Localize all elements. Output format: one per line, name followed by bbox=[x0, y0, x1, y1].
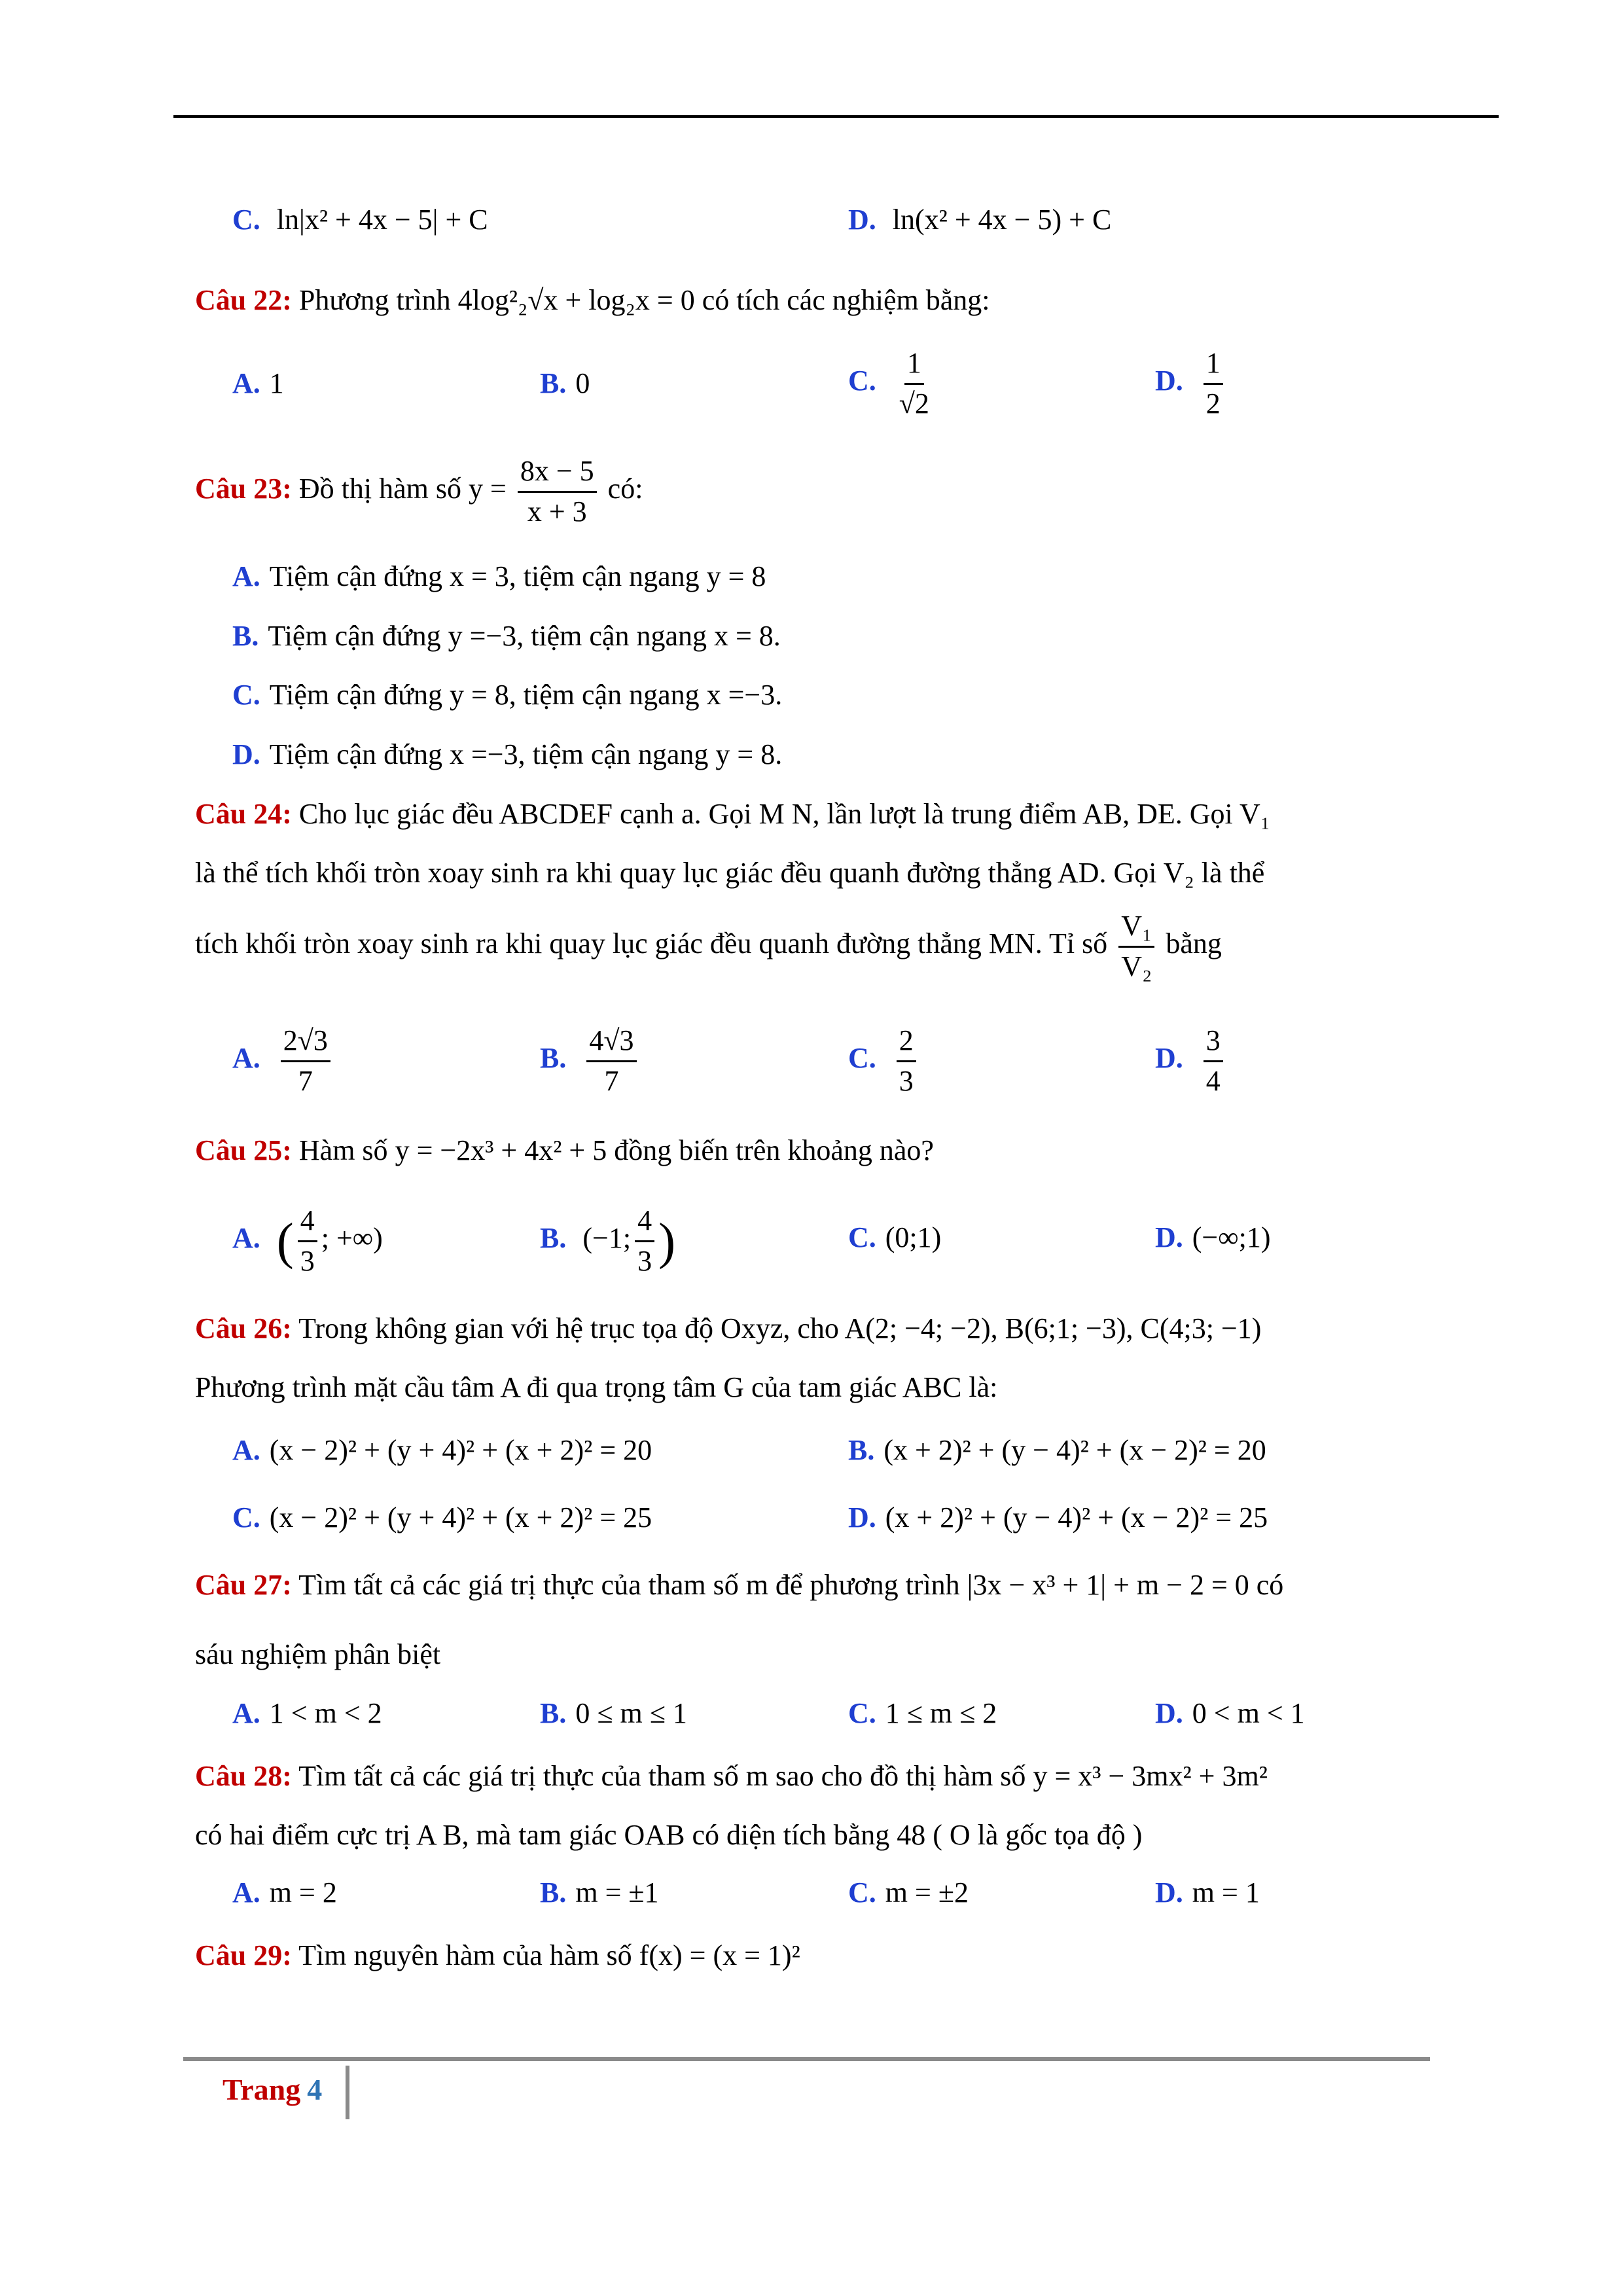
question-equation: |3x − x³ + 1| + m − 2 = 0 bbox=[967, 1569, 1249, 1601]
page-label: Trang bbox=[223, 2073, 301, 2106]
option-text: m = ±2 bbox=[885, 1876, 969, 1909]
q25-option-b bbox=[540, 1204, 675, 1278]
question-equation: f(x) = (x = 1)² bbox=[639, 1939, 800, 1971]
question-text: Tìm tất cả các giá trị thực của tham số m để phương trình bbox=[298, 1569, 960, 1601]
interval-start: (−1; bbox=[582, 1222, 632, 1255]
fraction-denominator: 4 bbox=[1205, 1064, 1221, 1097]
fraction-denominator: 3 bbox=[637, 1244, 652, 1277]
q23-option-d bbox=[232, 738, 782, 772]
fraction-numerator: 4 bbox=[298, 1204, 317, 1242]
fraction bbox=[281, 1024, 330, 1098]
option-label: A. bbox=[232, 560, 260, 592]
question-equation: y = x³ − 3mx² + 3m² bbox=[1033, 1760, 1268, 1792]
q21-option-d bbox=[848, 203, 1111, 238]
question-text: Phương trình bbox=[298, 284, 451, 316]
question-text: tích khối tròn xoay sinh ra khi quay lục giác đều quanh đường thẳng MN. Tỉ số bbox=[195, 927, 1108, 960]
option-text: 0 bbox=[575, 367, 590, 399]
question-text: Đồ thị hàm số bbox=[298, 473, 462, 505]
q23-option-a bbox=[232, 560, 766, 594]
option-text: m = 2 bbox=[269, 1876, 337, 1909]
option-text: ln(x² + 4x − 5) + C bbox=[892, 204, 1112, 236]
question-label: Câu 26: bbox=[195, 1312, 292, 1344]
q28-option-a bbox=[232, 1876, 337, 1910]
fraction-denominator: 3 bbox=[899, 1064, 914, 1097]
question-equation: 4log²₂√x + log₂x = 0 bbox=[457, 284, 695, 316]
q26-option-b bbox=[848, 1433, 1266, 1468]
fraction-denominator: V₂ bbox=[1121, 950, 1152, 982]
q28-option-b bbox=[540, 1876, 659, 1910]
question-text: Phương trình mặt cầu tâm A đi qua trọng tâm G của tam giác ABC là: bbox=[195, 1371, 998, 1403]
question-label: Câu 23: bbox=[195, 473, 292, 505]
fraction-denominator: √2 bbox=[899, 387, 929, 420]
fraction bbox=[1204, 1024, 1223, 1098]
option-label: D. bbox=[848, 204, 876, 236]
fraction bbox=[518, 455, 597, 528]
q28-option-d bbox=[1155, 1876, 1260, 1910]
option-text: (−∞;1) bbox=[1192, 1221, 1271, 1253]
option-label: C. bbox=[232, 1501, 260, 1534]
option-label: B. bbox=[540, 1222, 567, 1255]
option-label: D. bbox=[1155, 1221, 1183, 1253]
option-label: A. bbox=[232, 1222, 260, 1255]
q21-option-c bbox=[232, 203, 488, 238]
option-text: 1 ≤ m ≤ 2 bbox=[885, 1697, 997, 1729]
q25-stem bbox=[195, 1134, 934, 1168]
fraction-numerator: 2√3 bbox=[281, 1024, 330, 1062]
page-footer bbox=[223, 2072, 322, 2107]
question-text: có hai điểm cực trị A B, mà tam giác OAB có diện tích bằng 48 ( O là gốc tọa độ ) bbox=[195, 1819, 1143, 1851]
fraction-denominator: 7 bbox=[604, 1064, 619, 1097]
option-label: A. bbox=[232, 1042, 260, 1075]
fraction bbox=[897, 1024, 916, 1098]
q24-stem-line3 bbox=[195, 910, 1222, 983]
option-label: D. bbox=[848, 1501, 876, 1534]
q29-stem bbox=[195, 1939, 800, 1973]
question-text-end: bằng bbox=[1166, 927, 1222, 960]
option-label: C. bbox=[848, 1876, 876, 1909]
footer-rule bbox=[183, 2057, 1430, 2061]
question-text: Hàm số bbox=[298, 1134, 388, 1166]
question-text-end: có bbox=[1256, 1569, 1284, 1601]
option-label: B. bbox=[540, 1042, 567, 1075]
question-label: Câu 25: bbox=[195, 1134, 292, 1166]
q24-option-b bbox=[540, 1024, 641, 1098]
question-text: Cho lục giác đều ABCDEF cạnh a. Gọi M N, lần lượt là trung điểm AB, DE. Gọi V₁ bbox=[298, 798, 1271, 830]
q22-option-d bbox=[1155, 347, 1227, 420]
q22-option-a bbox=[232, 367, 284, 401]
option-text: Tiệm cận đứng x = 3, tiệm cận ngang y = 8 bbox=[269, 560, 766, 592]
q25-option-c bbox=[848, 1221, 941, 1255]
option-label: D. bbox=[1155, 365, 1183, 397]
question-equation: y = −2x³ + 4x² + 5 bbox=[395, 1134, 607, 1166]
option-text: (x + 2)² + (y − 4)² + (x − 2)² = 20 bbox=[883, 1434, 1266, 1466]
option-label: A. bbox=[232, 1876, 260, 1909]
q22-stem bbox=[195, 283, 990, 318]
left-paren: ( bbox=[276, 1212, 294, 1270]
interval-rest: ; +∞) bbox=[321, 1222, 383, 1255]
footer-divider bbox=[346, 2066, 349, 2119]
question-text: sáu nghiệm phân biệt bbox=[195, 1638, 441, 1670]
q26-stem-line2 bbox=[195, 1371, 997, 1405]
fraction bbox=[298, 1204, 317, 1278]
q25-option-a bbox=[232, 1204, 383, 1278]
q27-stem-line2 bbox=[195, 1638, 440, 1672]
option-text: m = ±1 bbox=[575, 1876, 659, 1909]
option-label: D. bbox=[1155, 1697, 1183, 1729]
question-label: Câu 22: bbox=[195, 284, 292, 316]
option-label: C. bbox=[848, 1697, 876, 1729]
option-label: C. bbox=[232, 679, 260, 711]
option-label: C. bbox=[848, 365, 876, 397]
option-text: Tiệm cận đứng x =−3, tiệm cận ngang y = 8. bbox=[269, 738, 783, 770]
q24-stem-line2 bbox=[195, 856, 1264, 891]
option-label: A. bbox=[232, 367, 260, 399]
q28-option-c bbox=[848, 1876, 969, 1910]
question-text-end: có: bbox=[607, 473, 643, 505]
page-number: 4 bbox=[307, 2073, 323, 2106]
option-label: C. bbox=[848, 1221, 876, 1253]
question-label: Câu 27: bbox=[195, 1569, 292, 1601]
fraction bbox=[586, 1024, 636, 1098]
fraction-numerator: 2 bbox=[897, 1024, 916, 1062]
q27-option-d bbox=[1155, 1696, 1305, 1731]
fraction-denominator: 7 bbox=[298, 1064, 313, 1097]
fraction-denominator: 2 bbox=[1205, 387, 1221, 420]
option-text: 1 < m < 2 bbox=[269, 1697, 382, 1729]
q26-option-d bbox=[848, 1501, 1268, 1535]
option-text: Tiệm cận đứng y =−3, tiệm cận ngang x = 8. bbox=[268, 620, 781, 652]
q27-option-c bbox=[848, 1696, 997, 1731]
fraction-numerator: 8x − 5 bbox=[518, 455, 597, 493]
fraction-numerator: 4 bbox=[635, 1204, 654, 1242]
option-text: (0;1) bbox=[885, 1221, 942, 1253]
q22-option-b bbox=[540, 367, 590, 401]
q26-option-a bbox=[232, 1433, 652, 1468]
question-text-end: đồng biến trên khoảng nào? bbox=[614, 1134, 934, 1166]
fraction-numerator: 4√3 bbox=[586, 1024, 636, 1062]
option-label: D. bbox=[232, 738, 260, 770]
option-text: 0 ≤ m ≤ 1 bbox=[575, 1697, 687, 1729]
fraction bbox=[635, 1204, 654, 1278]
question-label: Câu 24: bbox=[195, 798, 292, 830]
q24-option-a bbox=[232, 1024, 334, 1098]
q27-option-a bbox=[232, 1696, 382, 1731]
option-label: B. bbox=[232, 620, 259, 652]
q26-option-c bbox=[232, 1501, 652, 1535]
question-label: Câu 29: bbox=[195, 1939, 292, 1971]
q24-option-c bbox=[848, 1024, 920, 1098]
option-label: B. bbox=[540, 1697, 567, 1729]
q27-option-b bbox=[540, 1696, 687, 1731]
fraction-numerator: 3 bbox=[1204, 1024, 1223, 1062]
fraction bbox=[1118, 910, 1154, 983]
fraction bbox=[1204, 347, 1223, 420]
option-text: 0 < m < 1 bbox=[1192, 1697, 1305, 1729]
q25-option-d bbox=[1155, 1221, 1271, 1255]
option-text: (x − 2)² + (y + 4)² + (x + 2)² = 20 bbox=[269, 1434, 652, 1466]
option-text: 1 bbox=[269, 367, 284, 399]
fraction-numerator: V₁ bbox=[1118, 910, 1154, 948]
fraction-numerator: 1 bbox=[904, 347, 924, 385]
fraction bbox=[897, 347, 932, 420]
q26-stem-line1 bbox=[195, 1312, 1261, 1346]
q23-stem bbox=[195, 455, 643, 528]
option-label: D. bbox=[1155, 1042, 1183, 1075]
option-label: A. bbox=[232, 1697, 260, 1729]
header-rule bbox=[173, 115, 1499, 118]
question-text-end: có tích các nghiệm bằng: bbox=[702, 284, 990, 316]
option-text: ln|x² + 4x − 5| + C bbox=[276, 204, 488, 236]
option-label: B. bbox=[540, 1876, 567, 1909]
fraction-numerator: 1 bbox=[1204, 347, 1223, 385]
option-text: m = 1 bbox=[1192, 1876, 1260, 1909]
q23-option-b bbox=[232, 619, 781, 654]
q23-option-c bbox=[232, 678, 782, 713]
option-text: Tiệm cận đứng y = 8, tiệm cận ngang x =−3. bbox=[269, 679, 783, 711]
question-text: là thể tích khối tròn xoay sinh ra khi quay lục giác đều quanh đường thẳng AD. Gọi V₂ là thể bbox=[195, 857, 1265, 889]
q28-stem-line1 bbox=[195, 1759, 1268, 1794]
fraction-denominator: 3 bbox=[300, 1244, 315, 1277]
option-label: B. bbox=[540, 367, 567, 399]
question-label: Câu 28: bbox=[195, 1760, 292, 1792]
option-label: A. bbox=[232, 1434, 260, 1466]
q22-option-c bbox=[848, 347, 936, 420]
question-text: Tìm nguyên hàm của hàm số bbox=[298, 1939, 632, 1971]
option-label: B. bbox=[848, 1434, 875, 1466]
option-text: (x + 2)² + (y − 4)² + (x − 2)² = 25 bbox=[885, 1501, 1268, 1534]
function-lhs: y = bbox=[469, 473, 507, 505]
question-text: Tìm tất cả các giá trị thực của tham số m sao cho đồ thị hàm số bbox=[298, 1760, 1026, 1792]
q24-option-d bbox=[1155, 1024, 1227, 1098]
option-text: (x − 2)² + (y + 4)² + (x + 2)² = 25 bbox=[269, 1501, 652, 1534]
option-label: D. bbox=[1155, 1876, 1183, 1909]
fraction-denominator: x + 3 bbox=[527, 495, 587, 528]
right-paren: ) bbox=[658, 1212, 676, 1270]
q27-stem-line1 bbox=[195, 1568, 1283, 1603]
option-label: C. bbox=[848, 1042, 876, 1075]
q24-stem-line1 bbox=[195, 797, 1270, 832]
question-text: Trong không gian với hệ trục tọa độ Oxyz, cho A(2; −4; −2), B(6;1; −3), C(4;3; −1) bbox=[298, 1312, 1262, 1344]
option-label: C. bbox=[232, 204, 260, 236]
q28-stem-line2 bbox=[195, 1818, 1142, 1853]
